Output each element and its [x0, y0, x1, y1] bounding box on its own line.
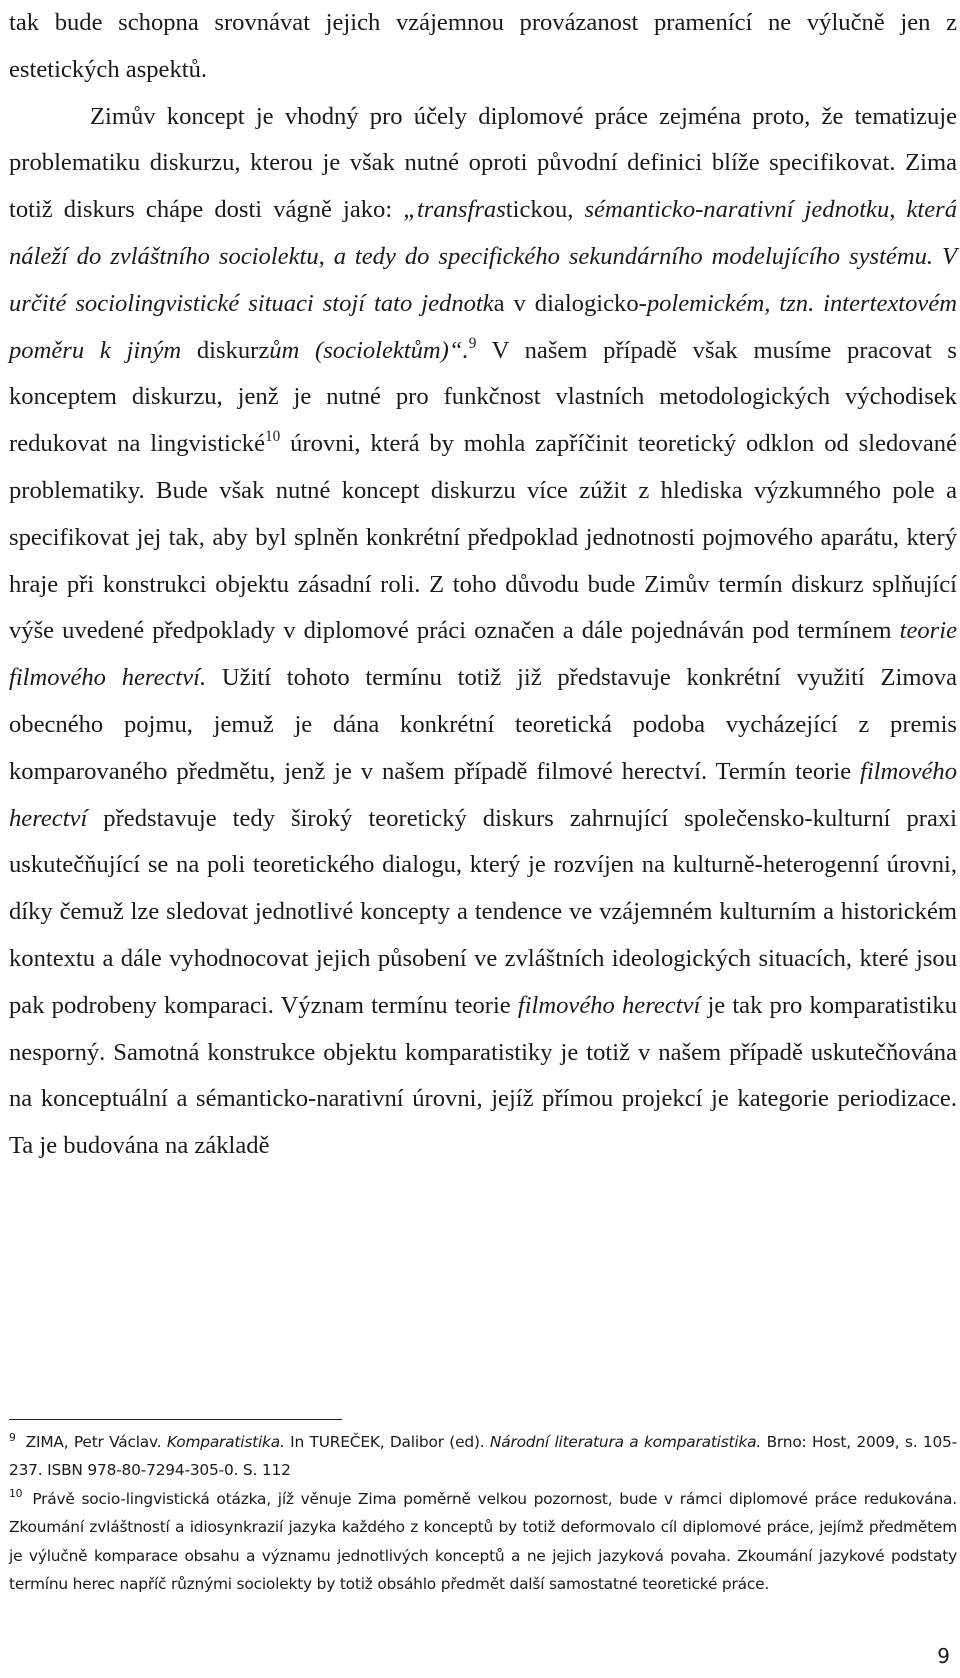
text-run: tak bude schopna srovnávat jejich vzájemnou provázanost pramenící ne výlučně jen z estetických aspektů.: [9, 9, 957, 83]
footnote-reference: 9: [468, 334, 477, 352]
footnote: [9, 1485, 957, 1599]
italic-text: teorie filmového herectví.: [9, 617, 957, 692]
text-run: a v dialogicko-: [493, 289, 647, 317]
text-run: diskurz: [196, 336, 270, 364]
footnote-number: 10: [9, 1487, 23, 1501]
text-run: je tak pro komparatistiku nesporný. Samotná konstrukce objektu komparatistiky je totiž v našem případě uskutečňována na konceptuální a sémanticko-narativní úrovni, jejíž přímou projekcí je kategorie periodizace. Ta je budována na základě: [9, 991, 958, 1160]
text-run: představuje tedy široký teoretický diskurs zahrnující společensko-kulturní praxi uskutečňující se na poli teoretického dialogu, který je rozvíjen na kulturně-heterogenní úrovni, díky čemuž lze sledovat jednotlivé koncepty a tendence ve vzájemném kulturním a historickém kontextu a dále vyhodnocovat jejich působení ve zvláštních ideologických situacích, které jsou pak podrobeny komparaci. Význam termínu teorie: [9, 804, 957, 1019]
paragraph: [9, 0, 957, 94]
paragraph: [9, 94, 957, 1170]
italic-text: transfras: [416, 196, 506, 224]
page-number: 9: [937, 1644, 950, 1668]
text-run: In TUREČEK, Dalibor (ed).: [284, 1433, 490, 1451]
text-run: Právě socio-lingvistická otázka, jíž věnuje Zima poměrně velkou pozornost, bude v rámci diplomové práce redukována. Zkoumání zvláštností a idiosynkrazií jazyka každého z konceptů by totiž deformovalo cíl diplomové práce, jejímž předmětem je výlučně komparace obsahu a významu jednotlivých konceptů a ne jejich jazyková povaha. Zkoumání jazykové podstaty termínu herec napříč různými sociolekty by totiž obsáhlo předmět další samostatné teoretické práce.: [9, 1489, 957, 1594]
italic-text: sémanticko-narativní jednotku, která náleží do zvláštního sociolektu, a tedy do specifického sekundárního modelujícího systému. V určité sociolingvistické situaci stojí tato jednotk: [9, 196, 957, 317]
italic-text: polemickém, tzn. intertextovém poměru k jiným: [9, 289, 958, 364]
footnote-reference: 10: [265, 428, 281, 446]
text-run: ZIMA, Petr Václav.: [25, 1433, 167, 1451]
italic-text: filmového herectví: [9, 757, 957, 832]
text-run: Užití tohoto termínu totiž již představuje konkrétní využití Zimova obecného pojmu, jemuž je dána konkrétní teoretická podoba vycházející z premis komparovaného předmětu, jenž je v našem případě filmové herectví. Termín teorie: [9, 664, 957, 785]
text-run: Zimův koncept je vhodný pro účely diplomové práce zejména proto, že tematizuje problematiku diskurzu, kterou je však nutné oproti původní definici blíže specifikovat. Zima totiž diskurs chápe dosti vágně jako:: [9, 102, 957, 224]
italic-text: filmového herectví: [517, 991, 701, 1019]
text-run: úrovni, která by mohla zapříčinit teoretický odklon od sledované problematiky. Bude však nutné koncept diskurzu více zúžit z hlediska výzkumného pole a specifikovat jej tak, aby byl splněn konkrétní předpoklad jednotnosti pojmového aparátu, který hraje při konstrukci objektu zásadní roli. Z toho důvodu bude Zimův termín diskurz splňující výše uvedené předpoklady v diplomové práci označen a dále pojednáván pod termínem: [9, 430, 958, 645]
footnote: [9, 1428, 957, 1485]
footnote-separator: [9, 1419, 342, 1420]
text-run: Brno: Host, 2009, s. 105-237. ISBN 978-80-7294-305-0. S. 112: [9, 1433, 957, 1480]
italic-text: „: [403, 196, 417, 224]
italic-text: Národní literatura a komparatistika.: [489, 1433, 762, 1451]
text-run: V našem případě však musíme pracovat s konceptem diskurzu, jenž je nutné pro funkčnost vlastních metodologických východisek redukovat na lingvistické: [9, 336, 957, 458]
italic-text: ům (sociolektům)“.: [269, 336, 469, 364]
body-text: [9, 0, 957, 1170]
italic-text: Komparatistika.: [166, 1433, 285, 1451]
footnote-number: 9: [9, 1430, 16, 1444]
footnotes: [9, 1428, 957, 1598]
text-run: tickou,: [505, 196, 585, 224]
